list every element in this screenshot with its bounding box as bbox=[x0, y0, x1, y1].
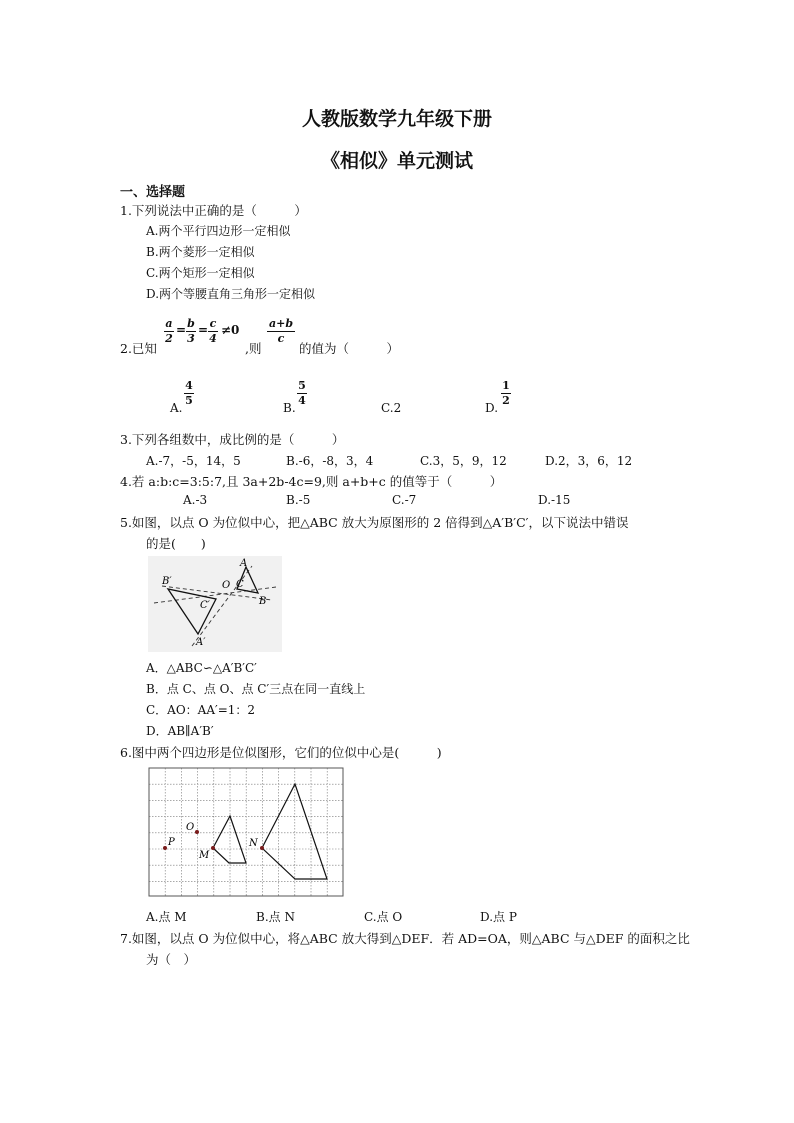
q2-option-d-label: D. bbox=[485, 401, 499, 415]
frac-denominator: 5 bbox=[185, 394, 193, 407]
q5-option-a: A．△ABC∽△A′B′C′ bbox=[146, 661, 257, 675]
small-quadrilateral bbox=[213, 816, 246, 863]
q2-given-eq-2: = bbox=[198, 323, 209, 337]
q7-stem-line-2: 为（ ） bbox=[146, 952, 197, 967]
q1-stem: 1.下列说法中正确的是（ ） bbox=[120, 203, 307, 218]
q2-given-frac-2 bbox=[186, 318, 196, 345]
point-p bbox=[163, 846, 167, 850]
q6-grid-figure bbox=[148, 767, 344, 897]
frac-numerator: a+b bbox=[268, 317, 294, 330]
q4-option-d: D.-15 bbox=[538, 493, 571, 507]
frac-denominator: 2 bbox=[165, 332, 173, 345]
q2-option-c: C.2 bbox=[381, 401, 402, 415]
q3-option-a: A.-7，-5，14，5 bbox=[146, 454, 241, 468]
label-o: O bbox=[186, 822, 195, 833]
q2-stem-end: 的值为（ ） bbox=[299, 341, 400, 356]
q3-option-c: C.3，5，9，12 bbox=[420, 454, 507, 468]
q4-option-c: C.-7 bbox=[392, 493, 417, 507]
frac-numerator: a bbox=[165, 317, 173, 330]
frac-numerator: c bbox=[209, 317, 217, 330]
label-o: O bbox=[222, 580, 231, 591]
q6-grid bbox=[149, 768, 343, 896]
q2-given-frac-1 bbox=[164, 318, 174, 345]
q4-stem: 4.若 a:b:c=3:5:7,且 3a+2b-4c=9,则 a+b+c 的值等于（ ） bbox=[120, 474, 503, 489]
q6-option-c: C.点 O bbox=[364, 910, 403, 924]
frac-numerator: 4 bbox=[185, 379, 193, 392]
frac-denominator: 3 bbox=[187, 332, 195, 345]
label-a-prime: A′ bbox=[196, 637, 206, 648]
frac-numerator: 1 bbox=[502, 379, 510, 392]
point-n bbox=[260, 846, 264, 850]
q6-option-d: D.点 P bbox=[480, 910, 517, 924]
q2-option-b-label: B. bbox=[283, 401, 296, 415]
label-c: C bbox=[236, 579, 244, 590]
q2-option-a-label: A. bbox=[170, 401, 183, 415]
q2-option-d-frac bbox=[501, 380, 511, 407]
q1-option-c: C.两个矩形一定相似 bbox=[146, 266, 255, 280]
q1-option-d: D.两个等腰直角三角形一定相似 bbox=[146, 287, 316, 301]
q2-given-frac-3 bbox=[208, 318, 218, 345]
q2-expression bbox=[267, 318, 295, 345]
q5-option-d: D．AB∥A′B′ bbox=[146, 724, 214, 738]
q4-option-b: B.-5 bbox=[286, 493, 311, 507]
q7-stem-line-1: 7.如图，以点 O 为位似中心，将△ABC 放大得到△DEF．若 AD=OA，则△ABC 与△DEF 的面积之比 bbox=[120, 931, 690, 946]
label-c-prime: C′ bbox=[200, 600, 210, 611]
frac-denominator: 4 bbox=[209, 332, 217, 345]
label-b-prime: B′ bbox=[162, 576, 172, 587]
q2-stem-mid: ,则 bbox=[245, 341, 262, 356]
q5-stem-line-2: 的是( ) bbox=[146, 536, 206, 551]
q1-option-b: B.两个菱形一定相似 bbox=[146, 245, 255, 259]
q4-option-a: A.-3 bbox=[183, 493, 208, 507]
point-m bbox=[211, 846, 215, 850]
label-a: A bbox=[240, 558, 248, 569]
q6-stem: 6.图中两个四边形是位似图形，它们的位似中心是( ) bbox=[120, 745, 442, 760]
frac-numerator: b bbox=[187, 317, 195, 330]
q3-stem: 3.下列各组数中，成比例的是（ ） bbox=[120, 432, 345, 447]
q5-stem-line-1: 5.如图，以点 O 为位似中心，把△ABC 放大为原图形的 2 倍得到△A′B′C′，以下说法中错误 bbox=[120, 515, 629, 530]
page-title: 人教版数学九年级下册 bbox=[301, 108, 492, 130]
frac-numerator: 5 bbox=[298, 379, 306, 392]
q3-option-b: B.-6，-8，3，4 bbox=[286, 454, 374, 468]
frac-denominator: 2 bbox=[502, 394, 510, 407]
frac-denominator: 4 bbox=[298, 394, 306, 407]
q6-option-a: A.点 M bbox=[146, 910, 187, 924]
frac-denominator: c bbox=[277, 332, 285, 345]
page-subtitle: 《相似》单元测试 bbox=[320, 150, 473, 172]
q2-option-a-frac bbox=[184, 380, 194, 407]
point-o bbox=[195, 830, 199, 834]
label-b: B bbox=[259, 596, 267, 607]
section-heading: 一、选择题 bbox=[120, 185, 186, 200]
label-n: N bbox=[249, 838, 258, 849]
q5-figure bbox=[148, 556, 282, 652]
q6-option-b: B.点 N bbox=[256, 910, 295, 924]
q3-option-d: D.2，3，6，12 bbox=[545, 454, 633, 468]
q2-given-neq: ≠0 bbox=[221, 323, 240, 337]
q5-option-b: B．点 C、点 O、点 C′三点在同一直线上 bbox=[146, 682, 366, 696]
label-p: P bbox=[168, 837, 175, 848]
label-m: M bbox=[199, 850, 210, 861]
q2-given-eq-1: = bbox=[176, 323, 187, 337]
q2-stem-start: 2.已知 bbox=[120, 341, 157, 356]
q5-option-c: C．AO：AA′=1：2 bbox=[146, 703, 256, 717]
q1-option-a: A.两个平行四边形一定相似 bbox=[146, 224, 291, 238]
q2-option-b-frac bbox=[297, 380, 307, 407]
